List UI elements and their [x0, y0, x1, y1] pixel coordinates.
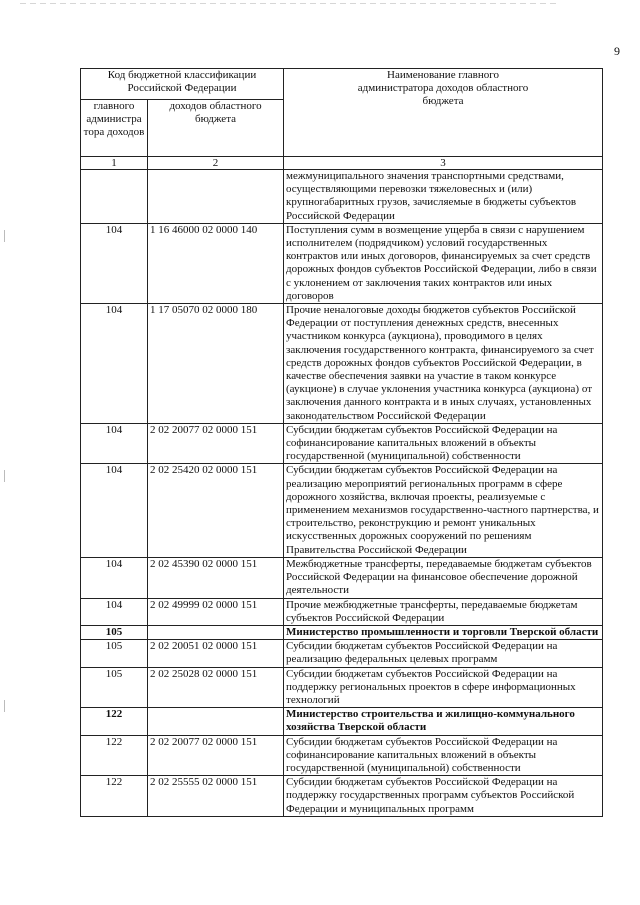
admin-code-cell: 104: [81, 464, 148, 557]
table-row: [81, 708, 603, 735]
table-row: [81, 640, 603, 667]
table-row: [81, 223, 603, 303]
column-number-3: 3: [284, 157, 603, 170]
column-number-2: 2: [148, 157, 284, 170]
revenue-code-cell: 2 02 25028 02 0000 151: [148, 667, 284, 708]
revenue-code-cell: [148, 708, 284, 735]
revenue-name-cell: Прочие межбюджетные трансферты, передаваемые бюджетам субъектов Российской Федерации: [284, 598, 603, 625]
admin-code-cell: 105: [81, 625, 148, 639]
column-number-1: 1: [81, 157, 148, 170]
revenue-code-cell: [148, 170, 284, 224]
admin-code-cell: 104: [81, 423, 148, 464]
table-row: [81, 625, 603, 639]
revenue-name-cell: Субсидии бюджетам субъектов Российской Федерации на поддержку государственных программ субъектов Российской Федерации и муниципальных программ: [284, 776, 603, 817]
admin-code-cell: 104: [81, 304, 148, 424]
revenue-code-cell: 2 02 20051 02 0000 151: [148, 640, 284, 667]
header-regional-budget-revenue: доходов областного бюджета: [148, 100, 284, 157]
revenue-name-cell: Субсидии бюджетам субъектов Российской Федерации на софинансирование капитальных вложений в объекты государственной (муниципальной) собственности: [284, 735, 603, 776]
table-row: [81, 776, 603, 817]
revenue-code-cell: 2 02 25555 02 0000 151: [148, 776, 284, 817]
revenue-code-cell: [148, 625, 284, 639]
revenue-code-cell: 2 02 20077 02 0000 151: [148, 735, 284, 776]
revenue-name-cell: Министерство строительства и жилищно-коммунального хозяйства Тверской области: [284, 708, 603, 735]
table-row: [81, 557, 603, 598]
revenue-name-cell: Субсидии бюджетам субъектов Российской Федерации на поддержку региональных проектов в сфере информационных технологий: [284, 667, 603, 708]
margin-mark: [4, 700, 5, 712]
revenue-code-cell: 2 02 25420 02 0000 151: [148, 464, 284, 557]
revenue-name-cell: межмуниципального значения транспортными средствами, осуществляющими перевозки тяжеловесных и (или) крупногабаритных грузов, зачисляемые в бюджеты субъектов Российской Федерации: [284, 170, 603, 224]
admin-code-cell: 105: [81, 667, 148, 708]
header-budget-classification-code: Код бюджетной классификации Российской Федерации: [81, 69, 284, 100]
scan-artifact-line: [20, 3, 560, 4]
table-row: [81, 735, 603, 776]
table-row: [81, 598, 603, 625]
table-row: [81, 464, 603, 557]
admin-code-cell: 122: [81, 708, 148, 735]
table-row: [81, 667, 603, 708]
margin-mark: [4, 470, 5, 482]
revenue-code-cell: 1 17 05070 02 0000 180: [148, 304, 284, 424]
table-header: [81, 69, 603, 170]
admin-code-cell: [81, 170, 148, 224]
revenue-code-cell: 1 16 46000 02 0000 140: [148, 223, 284, 303]
revenue-code-cell: 2 02 49999 02 0000 151: [148, 598, 284, 625]
revenue-name-cell: Субсидии бюджетам субъектов Российской Федерации на софинансирование капитальных вложений в объекты государственной (муниципальной) собственности: [284, 423, 603, 464]
table-row: [81, 304, 603, 424]
admin-code-cell: 122: [81, 735, 148, 776]
margin-mark: [4, 230, 5, 242]
revenue-code-cell: 2 02 45390 02 0000 151: [148, 557, 284, 598]
admin-code-cell: 104: [81, 223, 148, 303]
header-administrator-name: Наименование главного администратора доходов областного бюджета: [284, 69, 603, 157]
table-body: [81, 170, 603, 817]
revenue-name-cell: Прочие неналоговые доходы бюджетов субъектов Российской Федерации от поступления денежных средств, внесенных участником конкурса (аукциона), проводимого в целях заключения государственного контракта, финансируемого за счет средств дорожных фондов субъектов Российской Федерации, в качестве обеспечения заявки на участие в таком конкурсе (аукционе) в случае уклонения участника конкурса (аукциона) от заключения данного контракта и в иных случаях, установленных законодательством Российской Федерации: [284, 304, 603, 424]
budget-classification-table: [80, 68, 603, 817]
revenue-name-cell: Субсидии бюджетам субъектов Российской Федерации на реализацию федеральных целевых программ: [284, 640, 603, 667]
page-number: 9: [614, 44, 620, 58]
admin-code-cell: 122: [81, 776, 148, 817]
revenue-name-cell: Межбюджетные трансферты, передаваемые бюджетам субъектов Российской Федерации на финансовое обеспечение дорожной деятельности: [284, 557, 603, 598]
admin-code-cell: 104: [81, 557, 148, 598]
table-row: [81, 423, 603, 464]
admin-code-cell: 104: [81, 598, 148, 625]
revenue-name-cell: Субсидии бюджетам субъектов Российской Федерации на реализацию мероприятий региональных программ в сфере дорожного хозяйства, включая проекты, реализуемые с применением механизмов государственно-частного партнерства, и строительство, реконструкцию и ремонт уникальных искусственных дорожных сооружений по решениям Правительства Российской Федерации: [284, 464, 603, 557]
revenue-name-cell: Поступления сумм в возмещение ущерба в связи с нарушением исполнителем (подрядчиком) условий государственных контрактов или иных договоров, финансируемых за счет средств дорожных фондов субъектов Российской Федерации, либо в связи с уклонением от заключения таких контрактов или иных договоров: [284, 223, 603, 303]
revenue-name-cell: Министерство промышленности и торговли Тверской области: [284, 625, 603, 639]
table-row: [81, 170, 603, 224]
header-chief-administrator: главного администра тора доходов: [81, 100, 148, 157]
admin-code-cell: 105: [81, 640, 148, 667]
revenue-code-cell: 2 02 20077 02 0000 151: [148, 423, 284, 464]
